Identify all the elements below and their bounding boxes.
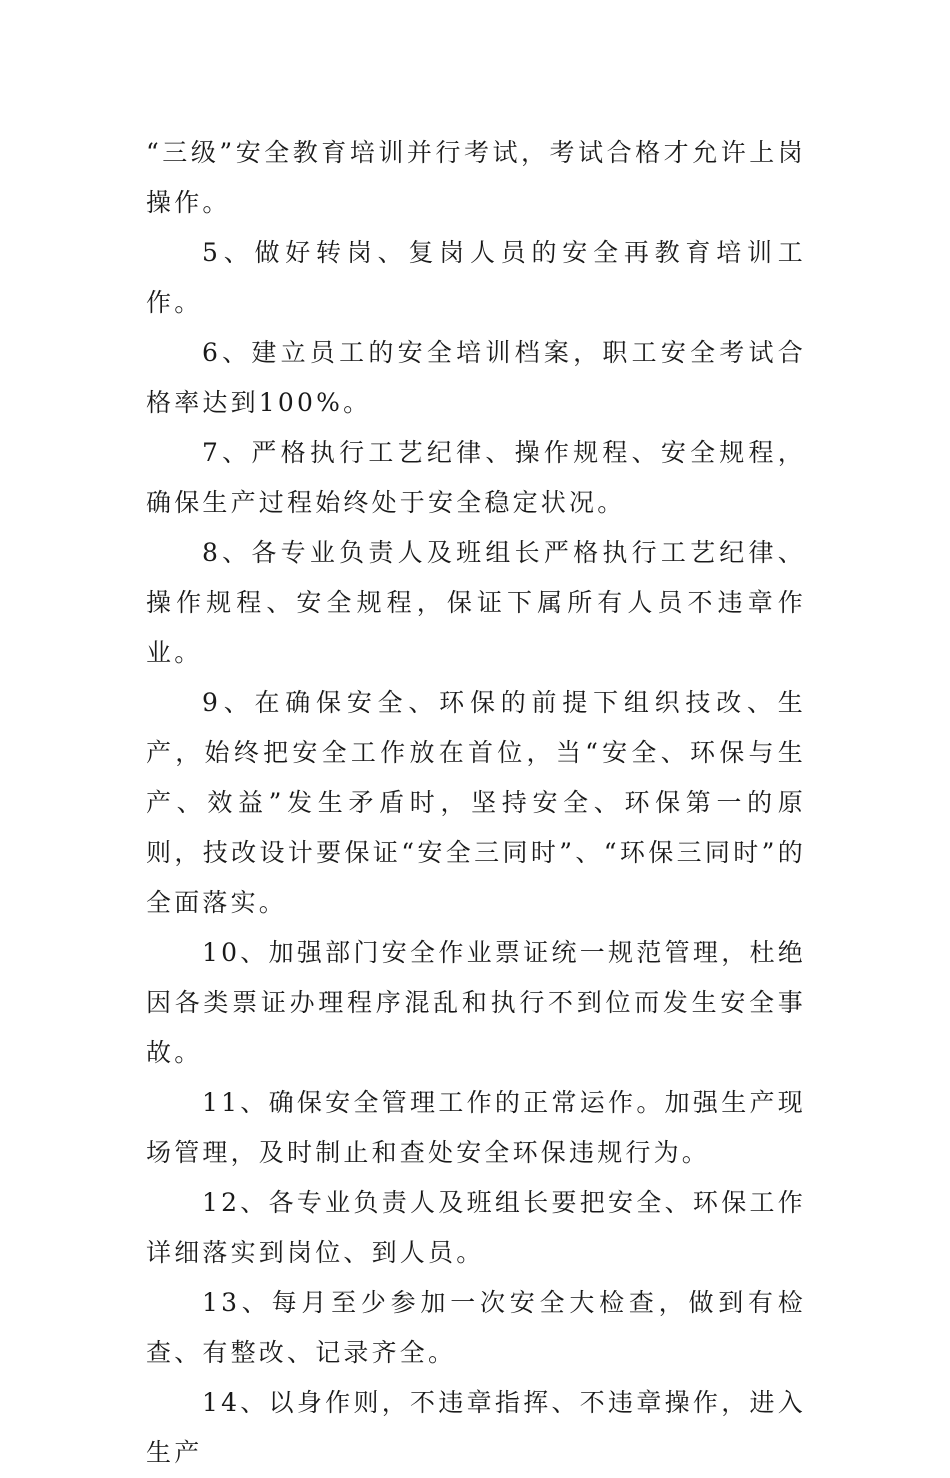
paragraph-item-5: 5、做好转岗、复岗人员的安全再教育培训工作。 (146, 238, 806, 317)
paragraph-item-13: 13、每月至少参加一次安全大检查，做到有检查、有整改、记录齐全。 (146, 1288, 806, 1367)
paragraph-item-9: 9、在确保安全、环保的前提下组织技改、生产，始终把安全工作放在首位，当“安全、环保与生产、效益”发生矛盾时，坚持安全、环保第一的原则，技改设计要保证“安全三同时”、“环保三同时”的全面落实。 (146, 688, 806, 917)
paragraph-item-6: 6、建立员工的安全培训档案，职工安全考试合格率达到100%。 (146, 338, 806, 417)
paragraph-continuation: “三级”安全教育培训并行考试，考试合格才允许上岗操作。 (146, 138, 806, 217)
paragraph-item-11: 11、确保安全管理工作的正常运作。加强生产现场管理，及时制止和查处安全环保违规行为。 (146, 1088, 806, 1167)
paragraph-item-10: 10、加强部门安全作业票证统一规范管理，杜绝因各类票证办理程序混乱和执行不到位而发生安全事故。 (146, 938, 806, 1067)
paragraph-item-7: 7、严格执行工艺纪律、操作规程、安全规程，确保生产过程始终处于安全稳定状况。 (146, 438, 806, 517)
paragraph-item-8: 8、各专业负责人及班组长严格执行工艺纪律、操作规程、安全规程，保证下属所有人员不违章作业。 (146, 538, 806, 667)
paragraph-item-14: 14、以身作则，不违章指挥、不违章操作，进入生产 (146, 1388, 806, 1467)
paragraph-item-12: 12、各专业负责人及班组长要把安全、环保工作详细落实到岗位、到人员。 (146, 1188, 806, 1267)
document-body (146, 128, 806, 1478)
